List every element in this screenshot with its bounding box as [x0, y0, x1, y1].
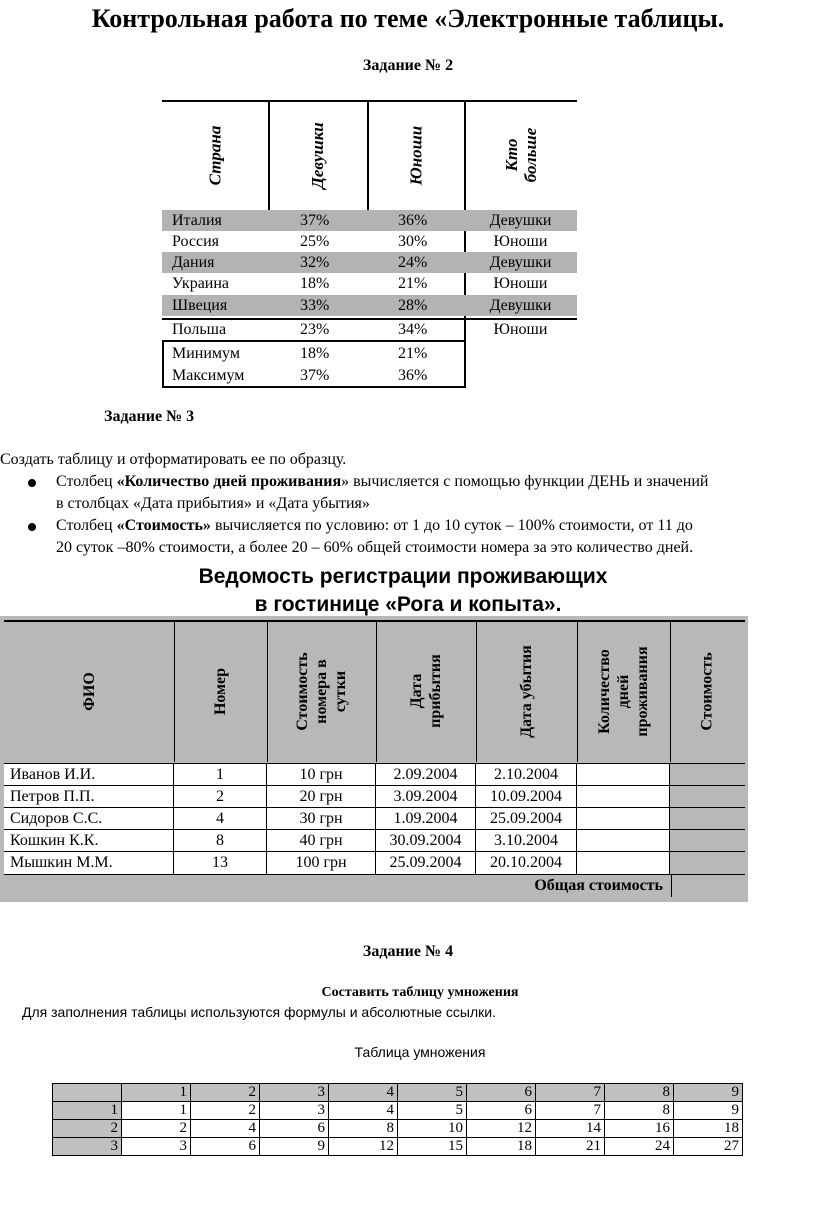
register-header: Количество дней проживания: [577, 620, 671, 762]
register-cell-days: [577, 764, 670, 786]
mult-cell: 9: [260, 1138, 329, 1156]
register-cell-departure: 3.10.2004: [476, 830, 577, 852]
task2-cell-country: Украина: [172, 275, 230, 292]
mult-cell: 3: [260, 1102, 329, 1120]
register-cell-name: Иванов И.И.: [4, 764, 174, 786]
register-header: Стоимость номера в сутки: [267, 620, 377, 762]
mult-cell: 6: [191, 1138, 260, 1156]
register-cell-cost: [670, 830, 745, 852]
task2-cell-girls: 23%: [300, 321, 330, 338]
register-cell-arrival: 25.09.2004: [376, 852, 476, 874]
task2-cell-girls: 33%: [300, 297, 330, 314]
mult-corner: [53, 1084, 122, 1102]
register-cell-room: 8: [174, 830, 267, 852]
task2-summary-label: Минимум: [172, 345, 240, 362]
task2-cell-more: Юноши: [493, 275, 548, 292]
register-cell-departure: 2.10.2004: [476, 764, 577, 786]
task2-heading: Задание № 2: [362, 57, 454, 74]
mult-cell: 2: [191, 1102, 260, 1120]
register-cell-cost: [670, 764, 745, 786]
total-label: Общая стоимость: [534, 877, 663, 894]
mult-cell: 21: [536, 1138, 605, 1156]
task2-summary-boys: 36%: [398, 367, 428, 384]
register-cell-arrival: 3.09.2004: [376, 786, 476, 808]
task2-summary-girls: 18%: [300, 345, 330, 362]
mult-cell: 6: [260, 1120, 329, 1138]
task4-note: Для заполнения таблицы используются формулы и абсолютные ссылки.: [22, 1004, 496, 1020]
task2-cell-country: Швеция: [172, 297, 228, 314]
task2-cell-boys: 21%: [398, 275, 428, 292]
task3-heading: Задание № 3: [104, 408, 195, 425]
register-table: [0, 616, 748, 902]
task2-summary-row: [162, 343, 577, 364]
register-cell-arrival: 2.09.2004: [376, 764, 476, 786]
register-header: Стоимость: [699, 651, 717, 731]
task2-cell-boys: 28%: [398, 297, 428, 314]
header-girls: Девушки: [308, 121, 327, 189]
mult-cell: 6: [467, 1102, 536, 1120]
mult-cell: 27: [674, 1138, 743, 1156]
mult-cell: 24: [605, 1138, 674, 1156]
mult-row: [53, 1138, 743, 1156]
register-row: [4, 807, 745, 830]
task2-cell-more: Юноши: [493, 233, 548, 250]
mult-col-header: 8: [605, 1084, 674, 1102]
mult-cell: 1: [122, 1102, 191, 1120]
mult-row-header: 2: [53, 1120, 122, 1138]
task2-cell-boys: 36%: [398, 212, 428, 229]
task2-cell-more: Девушки: [489, 297, 552, 314]
task2-summary-row: [162, 365, 577, 386]
task2-cell-country: Дания: [172, 254, 215, 271]
mult-cell: 18: [674, 1120, 743, 1138]
task2-row: [162, 295, 577, 316]
mult-row: [53, 1120, 743, 1138]
mult-col-header: 1: [122, 1084, 191, 1102]
task2-cell-girls: 25%: [300, 233, 330, 250]
register-cell-name: Петров П.П.: [4, 786, 174, 808]
register-cell-name: Кошкин К.К.: [4, 830, 174, 852]
register-row: [4, 785, 745, 808]
page-title: Контрольная работа по теме «Электронные таблицы.: [91, 4, 725, 33]
register-cell-room: 13: [174, 852, 267, 874]
mult-cell: 8: [329, 1120, 398, 1138]
task3-intro: Создать таблицу и отформатировать ее по образцу.: [0, 451, 347, 468]
register-cell-cost: [670, 852, 745, 874]
mult-cell: 16: [605, 1120, 674, 1138]
mult-caption: Таблица умножения: [354, 1044, 486, 1060]
task2-cell-boys: 24%: [398, 254, 428, 271]
task2-row: [162, 273, 577, 294]
mult-cell: 14: [536, 1120, 605, 1138]
register-cell-days: [577, 830, 670, 852]
task2-cell-country: Россия: [172, 233, 220, 250]
register-cell-room: 2: [174, 786, 267, 808]
register-row: [4, 851, 745, 874]
bullet-1: [28, 479, 36, 487]
register-cell-cost: [670, 786, 745, 808]
task2-cell-country: Италия: [172, 212, 222, 229]
task2-cell-girls: 37%: [300, 212, 330, 229]
mult-col-header: 3: [260, 1084, 329, 1102]
mult-cell: 4: [329, 1102, 398, 1120]
register-header: ФИО: [4, 620, 175, 762]
register-header: Дата прибытия: [376, 620, 477, 762]
sheet-title: Ведомость регистрации проживающих в гостинице «Рога и копыта».: [198, 565, 608, 616]
task3-bullet2-line2: 20 суток –80% стоимости, а более 20 – 60% общей стоимости номера за это количество дней.: [56, 539, 694, 556]
task2-cell-more: Девушки: [489, 212, 552, 229]
header-boys: Юноши: [405, 125, 425, 185]
task2-cell-more: Девушки: [489, 254, 552, 271]
task4-subheading: Составить таблицу умножения: [321, 985, 519, 1000]
task2-cell-girls: 32%: [300, 254, 330, 271]
mult-cell: 3: [122, 1138, 191, 1156]
mult-col-header: 9: [674, 1084, 743, 1102]
register-cell-days: [577, 852, 670, 874]
mult-col-header: 6: [467, 1084, 536, 1102]
header-country: Страна: [205, 125, 225, 185]
task3-bullet1-line1: Столбец «Количество дней проживания» вычисляется с помощью функции ДЕНЬ и значений: [56, 473, 709, 490]
mult-row-header: 1: [53, 1102, 122, 1120]
mult-cell: 12: [329, 1138, 398, 1156]
register-cell-name: Сидоров С.С.: [4, 808, 174, 830]
mult-col-header: 2: [191, 1084, 260, 1102]
task2-table: [162, 100, 577, 388]
task2-summary-boys: 21%: [398, 345, 428, 362]
task2-row: [162, 319, 577, 340]
register-header: Номер: [174, 620, 268, 762]
register-cell-departure: 25.09.2004: [476, 808, 577, 830]
bullet-2: [28, 523, 36, 531]
task2-cell-boys: 30%: [398, 233, 428, 250]
register-cell-price: 100 грн: [267, 852, 376, 874]
register-cell-room: 1: [174, 764, 267, 786]
register-cell-price: 30 грн: [267, 808, 376, 830]
task4-heading: Задание № 4: [362, 943, 454, 960]
register-cell-cost: [670, 808, 745, 830]
register-header: Дата убытия: [476, 620, 578, 762]
task2-cell-country: Польша: [172, 321, 227, 338]
register-cell-arrival: 1.09.2004: [376, 808, 476, 830]
mult-cell: 5: [398, 1102, 467, 1120]
register-row: [4, 763, 745, 786]
mult-cell: 12: [467, 1120, 536, 1138]
register-cell-departure: 20.10.2004: [476, 852, 577, 874]
mult-col-header: 5: [398, 1084, 467, 1102]
register-cell-days: [577, 808, 670, 830]
register-cell-departure: 10.09.2004: [476, 786, 577, 808]
mult-header-row: [53, 1084, 743, 1102]
mult-col-header: 4: [329, 1084, 398, 1102]
mult-cell: 15: [398, 1138, 467, 1156]
register-row: [4, 829, 745, 852]
task2-row: [162, 210, 577, 231]
register-cell-price: 20 грн: [267, 786, 376, 808]
register-cell-price: 40 грн: [267, 830, 376, 852]
mult-cell: 8: [605, 1102, 674, 1120]
mult-row-header: 3: [53, 1138, 122, 1156]
mult-cell: 7: [536, 1102, 605, 1120]
mult-cell: 9: [674, 1102, 743, 1120]
total-row: [4, 874, 745, 897]
multiplication-table: [52, 1083, 743, 1156]
register-cell-name: Мышкин М.М.: [4, 852, 174, 874]
mult-cell: 10: [398, 1120, 467, 1138]
task3-bullet2-line1: Столбец «Стоимость» вычисляется по условию: от 1 до 10 суток – 100% стоимости, от 11 до: [56, 517, 693, 534]
task2-cell-girls: 18%: [300, 275, 330, 292]
task2-cell-more: Юноши: [493, 321, 548, 338]
task3-bullet1-line2: в столбцах «Дата прибытия» и «Дата убытия»: [56, 495, 370, 512]
register-cell-room: 4: [174, 808, 267, 830]
task2-summary-girls: 37%: [300, 367, 330, 384]
task2-summary-label: Максимум: [172, 367, 245, 384]
task2-row: [162, 252, 577, 273]
register-cell-arrival: 30.09.2004: [376, 830, 476, 852]
header-who-more: Кто больше: [501, 127, 540, 183]
mult-row: [53, 1102, 743, 1120]
register-cell-price: 10 грн: [267, 764, 376, 786]
register-cell-days: [577, 786, 670, 808]
mult-cell: 2: [122, 1120, 191, 1138]
task2-cell-boys: 34%: [398, 321, 428, 338]
mult-cell: 18: [467, 1138, 536, 1156]
mult-col-header: 7: [536, 1084, 605, 1102]
task2-row: [162, 231, 577, 252]
mult-cell: 4: [191, 1120, 260, 1138]
